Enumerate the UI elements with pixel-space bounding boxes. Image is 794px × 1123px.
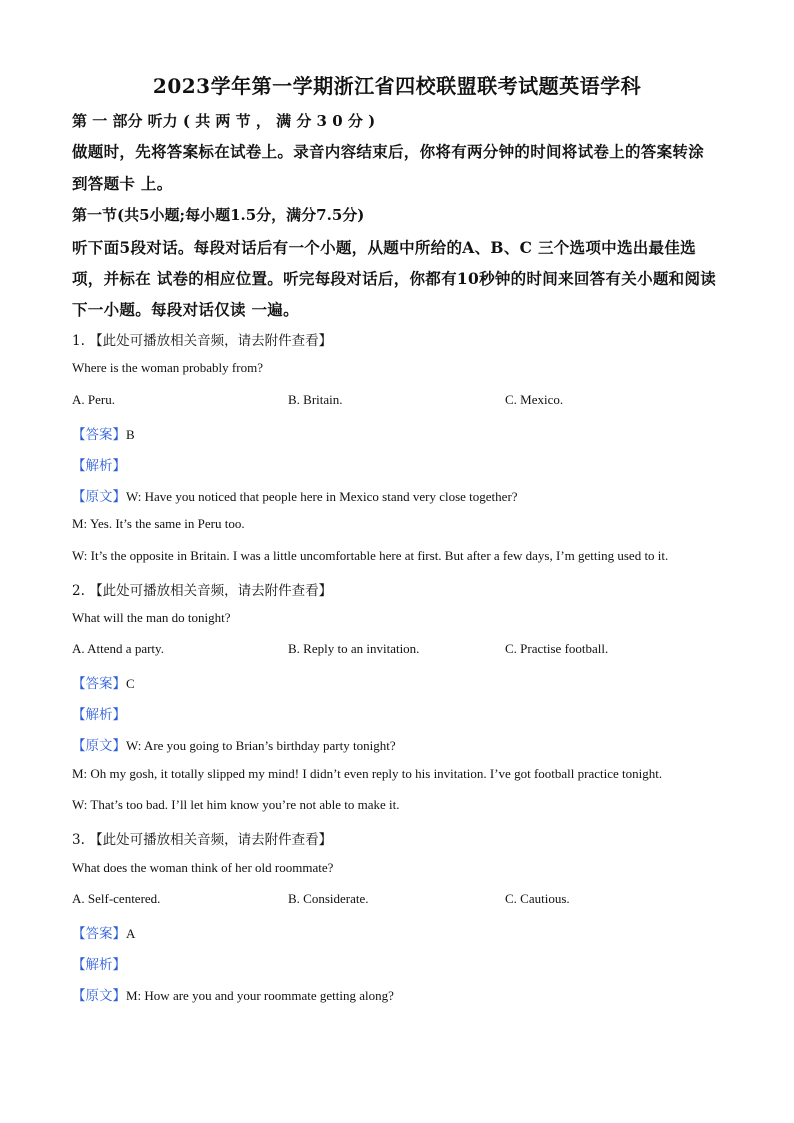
audio-note-link[interactable]: 【此处可播放相关音频，请去附件查看】: [89, 832, 333, 848]
question-1-transcript-1: [72, 485, 518, 505]
question-2-answer: [72, 672, 135, 692]
transcript-line: W: Are you going to Brian’s birthday party tonight?: [126, 738, 396, 753]
answer-value: C: [126, 676, 135, 691]
question-1-analysis: [72, 454, 126, 474]
question-1-transcript-2: M: Yes. It’s the same in Peru too.: [72, 516, 245, 531]
question-1-transcript-3: W: It’s the opposite in Britain. I was a little uncomfortable here at first. But after a few days, I’m getting used to it.: [72, 548, 669, 563]
original-label: 【原文】: [72, 738, 126, 753]
section1-intro-line3: 下一小题。每段对话仅读 一遍。: [72, 300, 299, 319]
answer-label: 【答案】: [72, 926, 126, 941]
question-3-header: [72, 828, 332, 848]
question-number: 3.: [72, 832, 90, 848]
question-2-analysis: [72, 703, 126, 723]
answer-value: B: [126, 427, 135, 442]
part1-intro-line1: 做题时，先将答案标在试卷上。录音内容结束后，你将有两分钟的时间将试卷上的答案转涂: [72, 142, 705, 161]
question-2-option-b: B. Reply to an invitation.: [288, 641, 420, 656]
question-1-option-c: C. Mexico.: [505, 392, 564, 407]
question-2-option-c: C. Practise football.: [505, 641, 609, 656]
part1-intro-line2: 到答题卡 上。: [72, 174, 173, 193]
transcript-line: W: Have you noticed that people here in Mexico stand very close together?: [126, 489, 518, 504]
question-1-option-a: A. Peru.: [72, 392, 115, 407]
audio-note-link[interactable]: 【此处可播放相关音频，请去附件查看】: [89, 333, 333, 349]
question-2-header: [72, 579, 332, 599]
section1-intro-line1: 听下面5段对话。每段对话后有一个小题，从题中所给的A、B、C 三个选项中选出最佳选: [72, 238, 696, 257]
question-2-transcript-3: W: That’s too bad. I’ll let him know you’re not able to make it.: [72, 797, 400, 812]
question-3-transcript-1: [72, 984, 394, 1004]
question-3-answer: [72, 922, 135, 942]
original-label: 【原文】: [72, 489, 126, 504]
original-label: 【原文】: [72, 988, 126, 1003]
question-2-transcript-2: M: Oh my gosh, it totally slipped my mind! I didn’t even reply to his invitation. I’ve got football practice tonight.: [72, 766, 663, 781]
part1-heading: 第 一 部分 听力 ( 共 两 节 ， 满 分 3 0 分 ): [72, 112, 376, 130]
question-number: 2.: [72, 583, 90, 599]
exam-title: 2023学年第一学期浙江省四校联盟联考试题英语学科: [152, 74, 642, 98]
question-1-answer: [72, 423, 135, 443]
question-1-option-b: B. Britain.: [288, 392, 343, 407]
question-3-analysis: [72, 953, 126, 973]
question-2-option-a: A. Attend a party.: [72, 641, 164, 656]
section1-heading: 第一节(共5小题;每小题1.5分，满分7.5分): [72, 206, 365, 224]
answer-label: 【答案】: [72, 676, 126, 691]
question-2-transcript-1: [72, 734, 396, 754]
question-number: 1.: [72, 333, 90, 349]
question-3-option-c: C. Cautious.: [505, 891, 570, 906]
question-1-text: Where is the woman probably from?: [72, 360, 263, 375]
answer-value: A: [126, 926, 136, 941]
transcript-line: M: How are you and your roommate getting along?: [126, 988, 394, 1003]
section1-intro-line2: 项，并标在 试卷的相应位置。听完每段对话后，你都有10秒钟的时间来回答有关小题和阅读: [72, 269, 717, 288]
question-3-option-b: B. Considerate.: [288, 891, 369, 906]
question-3-text: What does the woman think of her old roommate?: [72, 860, 334, 875]
analysis-label: 【解析】: [72, 458, 126, 474]
analysis-label: 【解析】: [72, 957, 126, 973]
question-3-option-a: A. Self-centered.: [72, 891, 161, 906]
analysis-label: 【解析】: [72, 707, 126, 723]
question-1-header: [72, 329, 332, 349]
answer-label: 【答案】: [72, 427, 126, 442]
audio-note-link[interactable]: 【此处可播放相关音频，请去附件查看】: [89, 583, 333, 599]
question-2-text: What will the man do tonight?: [72, 610, 231, 625]
